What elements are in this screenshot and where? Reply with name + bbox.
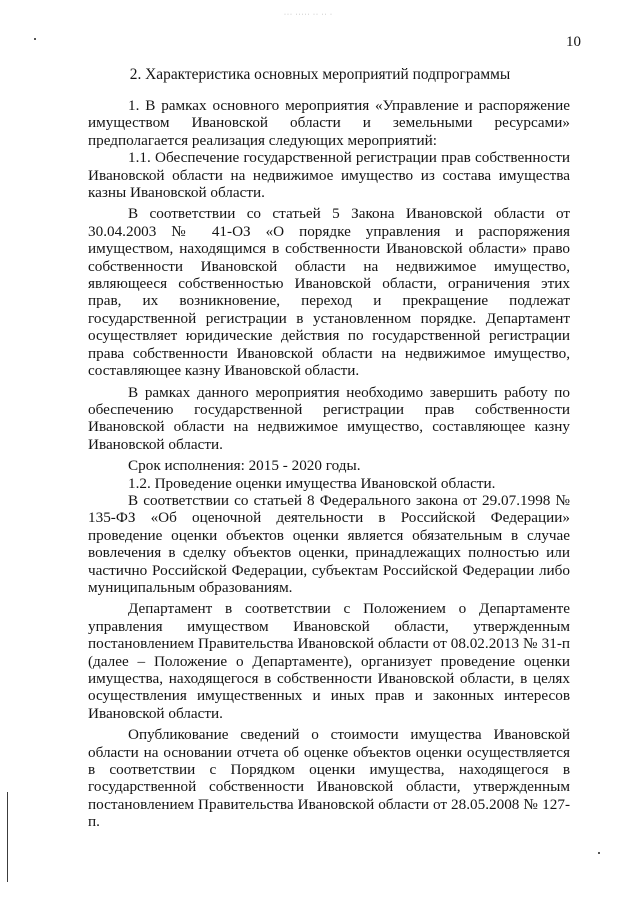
page-number: 10 — [566, 34, 581, 50]
scan-speck — [598, 852, 600, 854]
paragraph-activity-1-1: 1.1. Обеспечение государственной регистрации прав собственности Ивановской области на недвижимое имущество из состава имущества казны Ивановской области. — [88, 149, 570, 202]
paragraph-term: Срок исполнения: 2015 - 2020 годы. — [128, 457, 361, 475]
paragraph-registration-work: В рамках данного мероприятия необходимо завершить работу по обеспечению государственной регистрации прав собственности Ивановской области на недвижимое имущество, составляющее казну Ивановской области. — [88, 383, 570, 453]
section-heading: 2. Характеристика основных мероприятий подпрограммы — [129, 66, 511, 83]
document-body — [88, 97, 570, 831]
paragraph-department-regulation: Департамент в соответствии с Положением о Департаменте управления имуществом Ивановской области, утвержденным постановлением Правительства Ивановской области от 08.02.2013 № 31-п (далее – Положение о Департаменте), организует проведение оценки имущества, находящегося в собственности Ивановской области, в целях осуществления имущественных и иных прав и законных интересов Ивановской области. — [88, 600, 570, 722]
paragraph-law-article-5: В соответствии со статьей 5 Закона Ивановской области от 30.04.2003 № 41-ОЗ «О порядке управления и распоряжения имуществом, находящимся в собственности Ивановской области» право собственности Ивановской области на недвижимое имущество, являющееся собственностью Ивановской области, ограничения этих прав, их возникновение, переход и прекращение подлежат государственной регистрации в установленном порядке. Департамент осуществляет юридические действия по государственной регистрации права собственности Ивановской области на недвижимое имущество, составляющее казну Ивановской области. — [88, 205, 570, 380]
paragraph-publication: Опубликование сведений о стоимости имущества Ивановской области на основании отчета об оценке объектов оценки осуществляется в соответствии с Порядком оценки имущества, находящегося в государственной собственности Ивановской области, утвержденным постановлением Правительства Ивановской области от 28.05.2008 № 127-п. — [88, 726, 570, 831]
scan-margin-line — [7, 792, 8, 882]
paragraph-main-activity: 1. В рамках основного мероприятия «Управление и распоряжение имуществом Ивановской области и земельными ресурсами» предполагается реализация следующих мероприятий: — [88, 97, 570, 149]
paragraph-activity-1-2: 1.2. Проведение оценки имущества Ивановской области. — [128, 474, 496, 492]
paragraph-federal-law: В соответствии со статьей 8 Федерального закона от 29.07.1998 № 135-ФЗ «Об оценочной деятельности в Российской Федерации» проведение оценки объектов оценки является обязательным в случае вовлечения в сделку объектов оценки, принадлежащих полностью или частично Российской Федерации, субъектам Российской Федерации либо муниципальным образованиям. — [88, 491, 570, 596]
scan-header-mark: ··· ····· ·· ·· · — [284, 12, 333, 18]
scan-speck — [34, 38, 36, 40]
